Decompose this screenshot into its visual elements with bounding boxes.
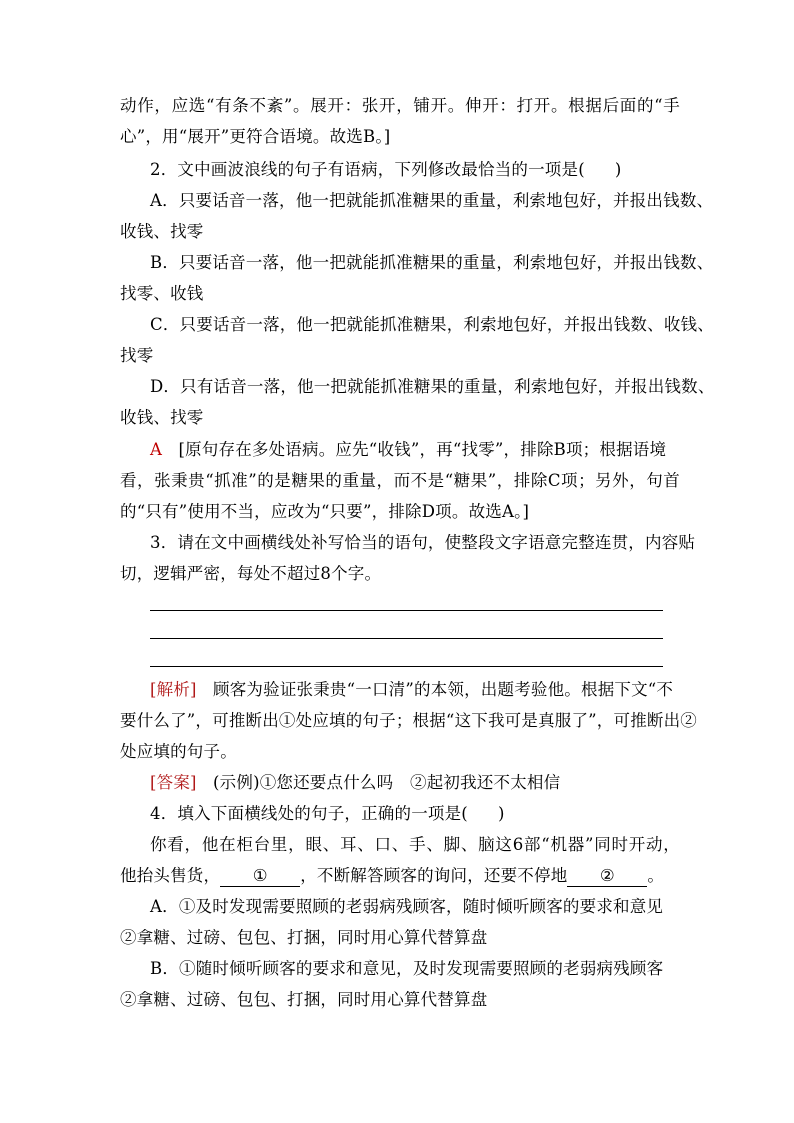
answer: [150, 771, 680, 795]
question-text: 2．文中画波浪线的句子有语病，下列修改最恰当的一项是(: [150, 160, 585, 179]
question-text: 4．填入下面横线处的句子，正确的一项是(: [150, 804, 468, 823]
answer-line: [150, 638, 663, 639]
option-b: B．①随时倾听顾客的要求和意见，及时发现需要照顾的老弱病残顾客: [150, 959, 664, 978]
question-2-stem: [150, 158, 680, 182]
passage-text: 你看，他在柜台里，眼、耳、口、手、脚、脑这6部“机器”同时开动，: [150, 835, 680, 854]
option-a: A．①及时发现需要照顾的老弱病残顾客，随时倾听顾客的要求和意见: [150, 897, 664, 916]
answer-tag: [答案]: [150, 773, 197, 792]
option-c-cont: 找零: [120, 346, 154, 365]
explanation-cont: 的“只有”使用不当，应改为“只要”，排除D项。故选A。]: [120, 502, 530, 521]
question-4-stem: [150, 802, 680, 826]
option-a-cont: ②拿糖、过磅、包包、打捆，同时用心算代替算盘: [120, 928, 488, 947]
answer-line: [150, 610, 663, 611]
option-d: D．只有话音一落，他一把就能抓准糖果的重量，利索地包好，并报出钱数、: [150, 377, 715, 396]
passage-fragment: 。: [647, 866, 665, 885]
option-c: C．只要话音一落，他一把就能抓准糖果，利索地包好，并报出钱数、收钱、: [150, 315, 714, 334]
option-b: B．只要话音一落，他一把就能抓准糖果的重量，利索地包好，并报出钱数、: [150, 253, 714, 272]
option-d-cont: 收钱、找零: [120, 408, 204, 427]
paren-close: ): [614, 160, 622, 179]
passage-text-cont: [120, 864, 680, 888]
fill-blank-1: ①: [220, 866, 300, 887]
analysis-cont: 处应填的句子。: [120, 742, 237, 761]
analysis-text: 顾客为验证张秉贵“一口清”的本领，出题考验他。根据下文“不: [213, 680, 674, 699]
question-3-stem-cont: 切，逻辑严密，每处不超过8个字。: [120, 564, 382, 583]
passage-fragment: 他抬头售货，: [120, 866, 221, 885]
answer-letter: A: [150, 440, 163, 459]
text-line: 心”，用“展开”更符合语境。故选B。]: [120, 127, 391, 146]
option-a-cont: 收钱、找零: [120, 222, 204, 241]
passage-fragment: ，不断解答顾客的询问，还要不停地: [300, 866, 568, 885]
analysis-tag: [解析]: [150, 680, 197, 699]
option-b-cont: ②拿糖、过磅、包包、打捆，同时用心算代替算盘: [120, 990, 488, 1009]
explanation-cont: 看，张秉贵“抓准”的是糖果的重量，而不是“糖果”，排除C项；另外，句首: [120, 471, 680, 490]
explanation-text: [原句存在多处语病。应先“收钱”，再“找零”，排除B项；根据语境: [178, 440, 667, 459]
answer-explanation: [150, 438, 680, 462]
analysis: [150, 678, 680, 702]
option-a: A．只要话音一落，他一把就能抓准糖果的重量，利索地包好，并报出钱数、: [150, 191, 714, 210]
option-b-cont: 找零、收钱: [120, 284, 204, 303]
fill-blank-2: ②: [567, 866, 647, 887]
answer-text: (示例)①您还要点什么吗 ②起初我还不太相信: [213, 773, 561, 792]
text-line: 动作，应选“有条不紊”。展开：张开，铺开。伸开：打开。根据后面的“手: [120, 96, 680, 115]
analysis-cont: 要什么了”，可推断出①处应填的句子；根据“这下我可是真服了”，可推断出②: [120, 711, 698, 730]
answer-line: [150, 666, 663, 667]
question-3-stem: 3．请在文中画横线处补写恰当的语句，使整段文字语意完整连贯，内容贴: [150, 533, 696, 552]
paren-close: ): [497, 804, 505, 823]
